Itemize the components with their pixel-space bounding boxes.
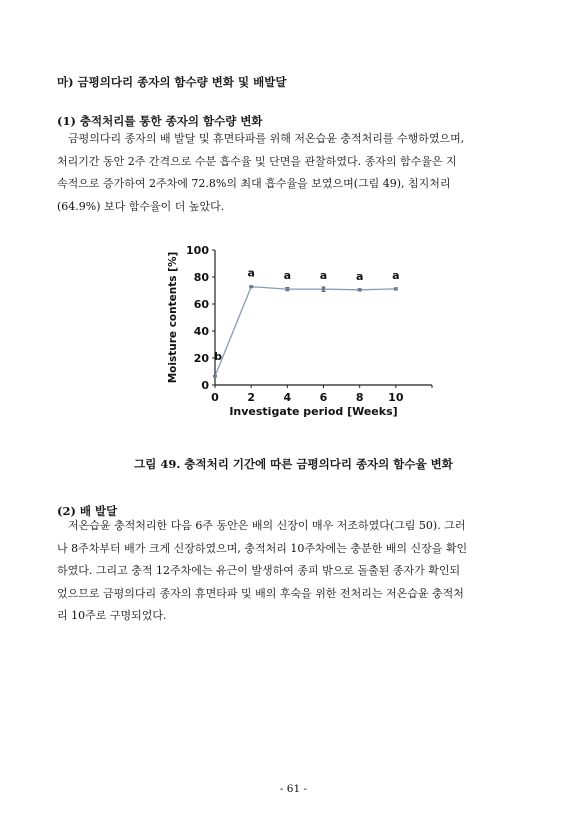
- significance-label: a: [247, 266, 255, 280]
- data-point: [249, 285, 253, 289]
- paragraph-line: (64.9%) 보다 함수율이 더 높았다.: [57, 199, 225, 213]
- paragraph-embryo: [57, 515, 531, 628]
- x-tick-label: 8: [355, 391, 364, 404]
- series-line: [215, 287, 396, 377]
- data-point: [322, 287, 326, 291]
- x-axis-label: Investigate period [Weeks]: [229, 405, 398, 418]
- data-point: [286, 287, 290, 291]
- figure-caption: 그림 49. 충적처리 기간에 따른 금평의다리 종자의 함수율 변화: [134, 457, 453, 471]
- paragraph-line: 처리기간 동안 2주 간격으로 수분 흡수율 및 단면을 관찰하였다. 종자의 함수율은 지: [57, 154, 457, 168]
- x-tick-label: 10: [388, 391, 404, 404]
- y-tick-label: 20: [193, 352, 209, 365]
- page-number: - 61 -: [279, 783, 308, 795]
- y-tick-label: 0: [201, 379, 209, 392]
- subsection-title-moisture: (1) 충적처리를 통한 종자의 함수량 변화: [57, 114, 263, 128]
- y-axis-label: Moisture contents [%]: [167, 251, 179, 384]
- y-tick-label: 60: [193, 298, 209, 311]
- significance-label: a: [392, 268, 400, 282]
- paragraph-line: 저온습윤 충적처리한 다음 6주 동안은 배의 신장이 매우 저조하였다(그림 50). 그러: [68, 519, 466, 532]
- moisture-line-chart: [160, 240, 450, 422]
- data-point: [394, 287, 398, 291]
- x-tick-label: 6: [319, 391, 328, 404]
- significance-label: a: [283, 269, 292, 283]
- significance-label: a: [355, 269, 364, 283]
- y-tick-label: 80: [193, 271, 209, 284]
- x-tick-label: 4: [283, 391, 292, 404]
- paragraph-moisture: [57, 128, 531, 218]
- section-title: 마) 금평의다리 종자의 함수량 변화 및 배발달: [57, 75, 287, 89]
- paragraph-line: 금평의다리 종자의 배 발달 및 휴면타파를 위해 저온습윤 충적처리를 수행하였으며,: [68, 132, 465, 145]
- significance-label: a: [319, 269, 328, 283]
- y-tick-label: 40: [193, 325, 209, 338]
- x-tick-label: 2: [247, 391, 255, 404]
- y-tick-label: 100: [186, 244, 209, 257]
- data-point: [358, 288, 362, 292]
- significance-label: b: [214, 350, 222, 364]
- x-tick-label: 0: [211, 391, 219, 404]
- paragraph-line: 나 8주차부터 배가 크게 신장하였으며, 충적처리 10주차에는 충분한 배의 신장을 확인: [57, 541, 468, 555]
- paragraph-line: 속적으로 증가하여 2주차에 72.8%의 최대 흡수율을 보였으며(그림 49), 침지처리: [57, 177, 451, 190]
- paragraph-line: 하였다. 그리고 충적 12주차에는 유근이 발생하여 종피 밖으로 돌출된 종자가 확인되: [57, 564, 461, 577]
- data-point: [213, 374, 217, 378]
- paragraph-line: 었으므로 금평의다리 종자의 휴면타파 및 배의 후숙을 위한 전처리는 저온습윤 충적처: [57, 586, 464, 600]
- paragraph-line: 리 10주로 구명되었다.: [57, 609, 167, 622]
- subsection-title-embryo: (2) 배 발달: [57, 504, 118, 518]
